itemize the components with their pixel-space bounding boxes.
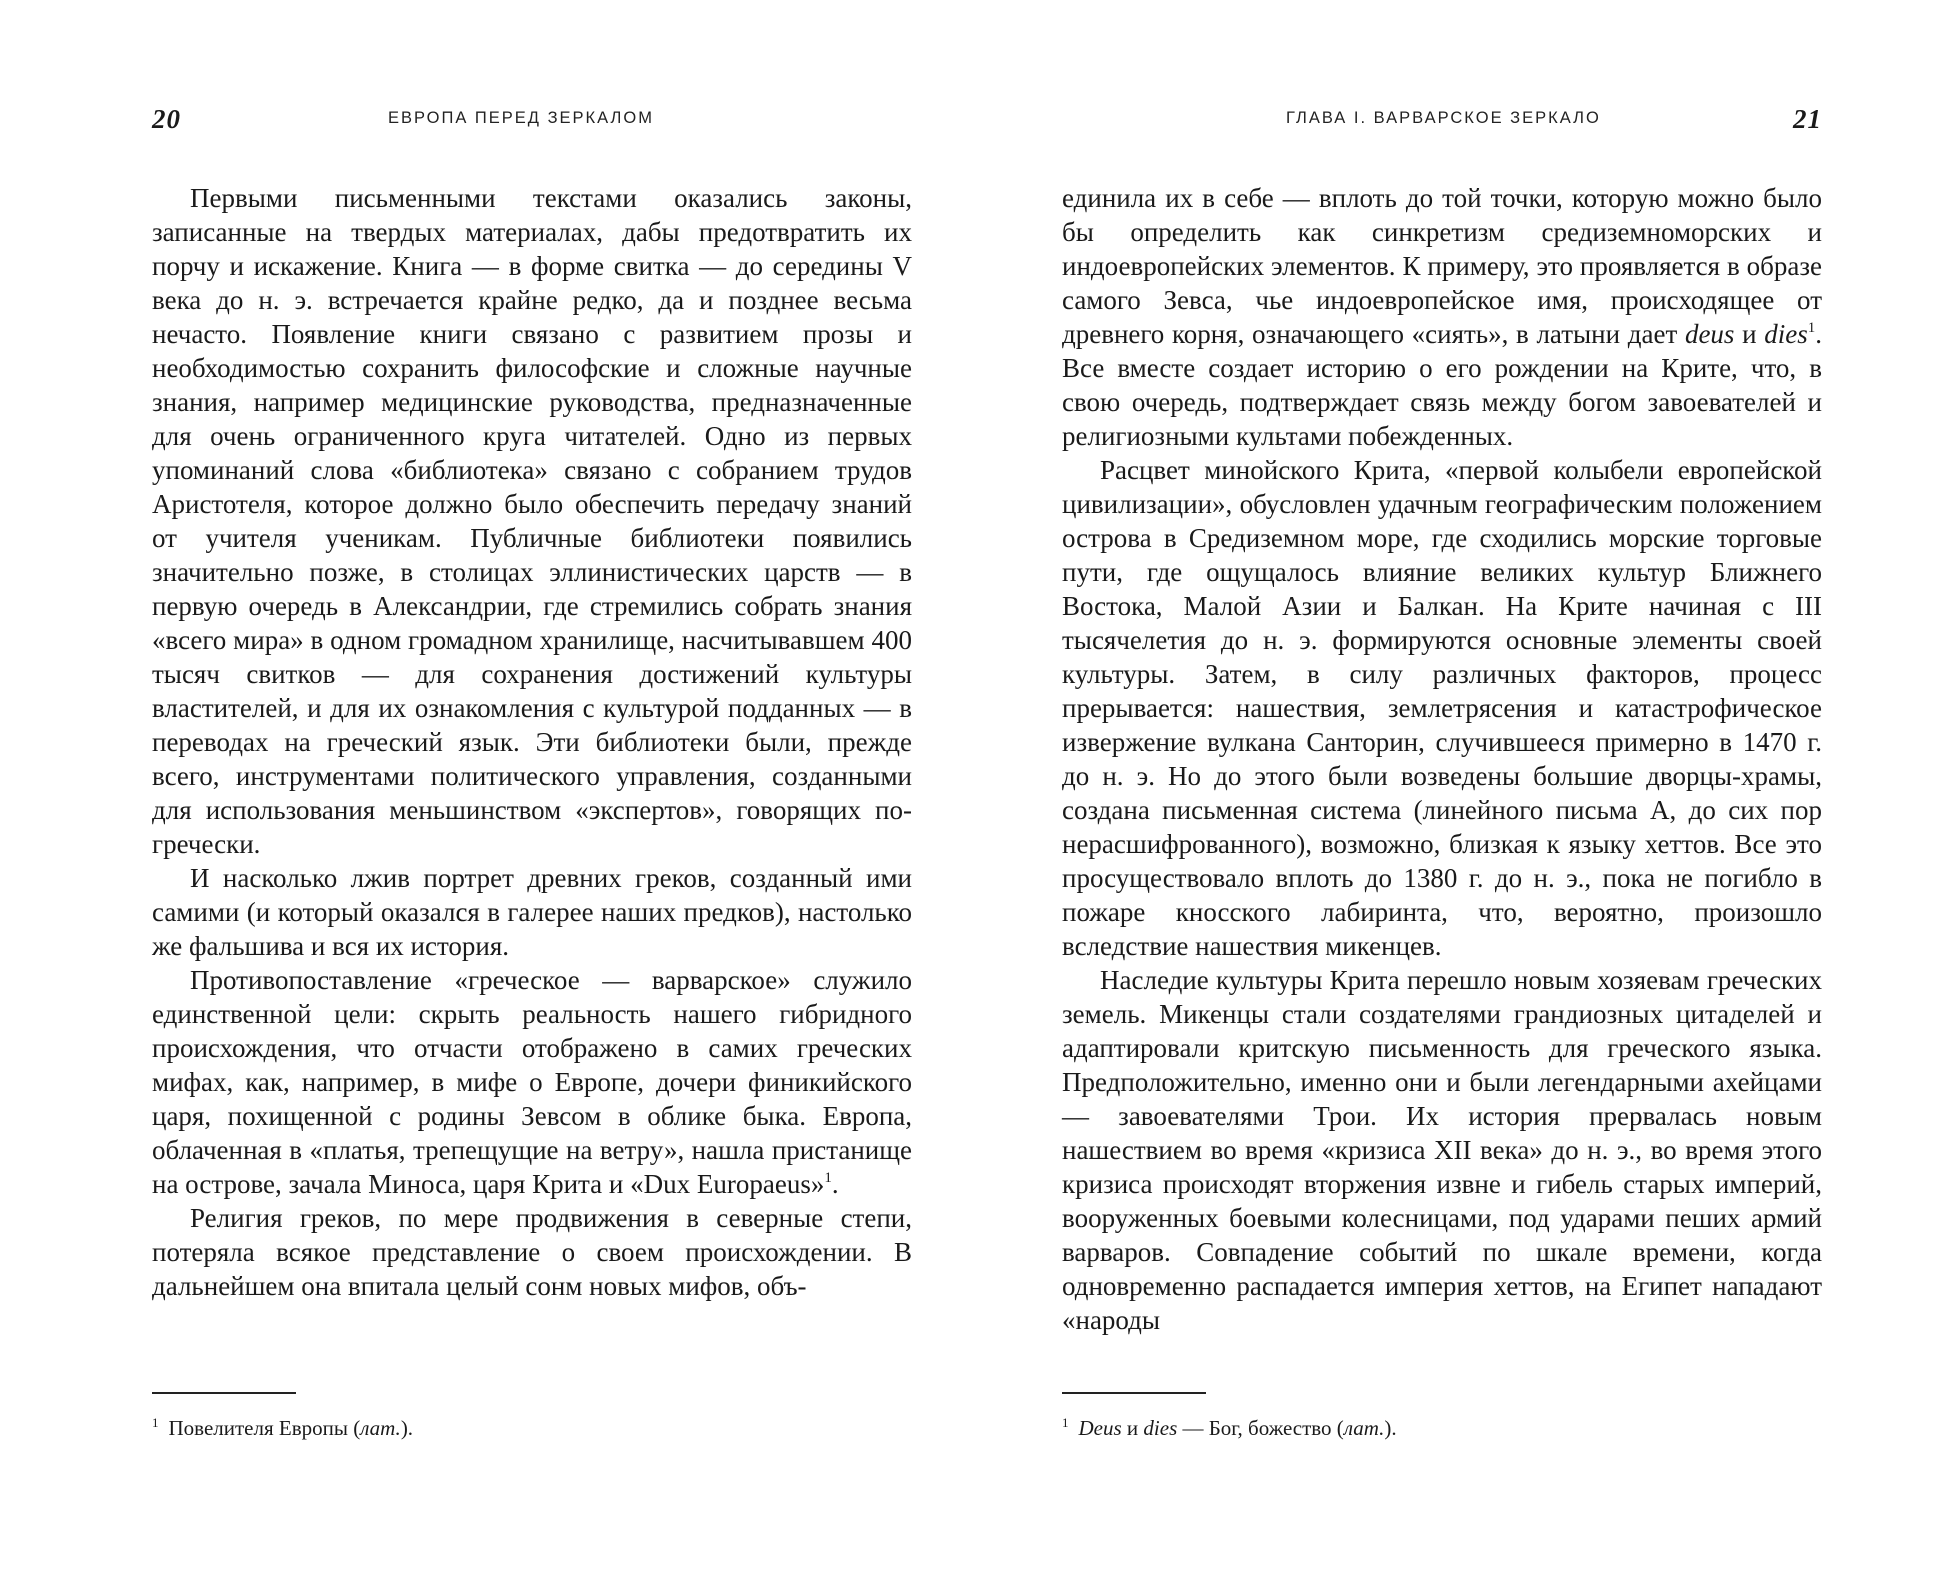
left-page-header	[152, 104, 912, 134]
paragraph: Наследие культуры Крита перешло новым хозяевам греческих земель. Микенцы стали создателями грандиозных цитаделей и адаптировали критскую письменность для греческого языка. Предположительно, именно они и были легендарными ахейцами — завоевателями Трои. Их история прервалась новым нашествием во время «кризиса XII века» до н. э., во время этого кризиса происходят вторжения извне и гибель старых империй, вооруженных боевыми колесницами, под ударами пеших армий варваров. Совпадение событий по шкале времени, когда одновременно распадается империя хеттов, на Египет нападают «народы	[1062, 965, 1822, 1335]
footnote-mark: 1	[152, 1415, 159, 1430]
paragraph: Расцвет минойского Крита, «первой колыбели европейской цивилизации», обусловлен удачным географическим положением острова в Средиземном море, где сходились морские торговые пути, где ощущалось влияние великих культур Ближнего Востока, Малой Азии и Балкан. На Крите начиная с III тысячелетия до н. э. формируются основные элементы своей культуры. Затем, в силу различных факторов, процесс прерывается: нашествия, землетрясения и катастрофическое извержение вулкана Санторин, случившееся примерно в 1470 г. до н. э. Но до этого были возведены большие дворцы-храмы, создана письменная система (линейного письма А, до сих пор нерасшифрованного), возможно, близкая к языку хеттов. Все это просуществовало вплоть до 1380 г. до н. э., пока не погибло в пожаре кносского лабиринта, что, вероятно, произошло вследствие нашествия микенцев.	[1062, 455, 1822, 961]
paragraph: И насколько лжив портрет древних греков, созданный ими самими (и который оказался в галерее наших предков), настолько же фальшива и вся их история.	[152, 863, 912, 961]
left-page	[0, 0, 970, 1578]
footnote-italic: dies	[1143, 1416, 1178, 1440]
paragraph: Первыми письменными текстами оказались законы, записанные на твердых материалах, дабы предотвратить их порчу и искажение. Книга — в форме свитка — до середины V века до н. э. встречается крайне редко, да и позднее весьма нечасто. Появление книги связано с развитием прозы и необходимостью сохранить философские и сложные научные знания, например медицинские руководства, предназначенные для очень ограниченного круга читателей. Одно из первых упоминаний слова «библиотека» связано с собранием трудов Аристотеля, которое должно было обеспечить передачу знаний от учителя ученикам. Публичные библиотеки появились значительно позже, в столицах эллинистических царств — в первую очередь в Александрии, где стремились собрать знания «всего мира» в одном громадном хранилище, насчитывавшем 400 тысяч свитков — для сохранения достижений культуры властителей, и для их ознакомления с культурой подданных — в переводах на греческий язык. Эти библиотеки были, прежде всего, инструментами политического управления, созданными для использования меньшинством «экспертов», говорящих по-гречески.	[152, 183, 912, 859]
right-page-body	[1062, 181, 1822, 1337]
right-page	[970, 0, 1941, 1578]
footnote-reference: 1	[824, 1170, 832, 1186]
footnote-text: Повелителя Европы (	[168, 1416, 361, 1440]
page-number: 20	[152, 104, 181, 134]
right-page-header	[1062, 104, 1822, 134]
page-number: 21	[1793, 104, 1822, 134]
paragraph-text: . Все вместе создает историю о его рождении на Крите, что, в свою очередь, подтверждает связь между богом завоевателей и религиозными культами побежденных.	[1062, 319, 1822, 451]
footnote-mark: 1	[1062, 1415, 1069, 1430]
footnote-text: и	[1121, 1416, 1144, 1440]
paragraph-text: .	[831, 1169, 839, 1199]
footnote-reference: 1	[1807, 320, 1816, 336]
footnote	[1062, 1410, 1397, 1441]
footnote-text: — Бог, божество (	[1177, 1416, 1344, 1440]
latin-term: dies	[1764, 319, 1808, 349]
paragraph-text: Противопоставление «греческое — варварское» служило единственной цели: скрыть реальность нашего гибридного происхождения, что отчасти отображено в самих греческих мифах, как, например, в мифе о Европе, дочери финикийского царя, похищенной с родины Зевсом в облике быка. Европа, облаченная в «платья, трепещущие на ветру», нашла пристанище на острове, зачала Миноса, царя Крита и «Dux Europaeus»	[152, 965, 912, 1199]
footnote-divider	[1062, 1392, 1206, 1394]
running-head: ГЛАВА I. ВАРВАРСКОЕ ЗЕРКАЛО	[1286, 109, 1601, 127]
left-page-body	[152, 181, 912, 1303]
footnote	[152, 1410, 413, 1441]
latin-term: deus	[1684, 319, 1735, 349]
footnote-text: ).	[400, 1416, 414, 1440]
paragraph	[152, 963, 912, 1201]
paragraph-text: единила их в себе — вплоть до той точки, которую можно было бы определить как синкретизм средиземноморских и индоевропейских элементов. К примеру, это проявляется в образе самого Зевса, чье индоевропейское имя, происходящее от древнего корня, означающего «сиять», в латыни дает	[1062, 183, 1822, 349]
paragraph: Религия греков, по мере продвижения в северные степи, потеряла всякое представление о своем происхождении. В дальнейшем она впитала целый сонм новых мифов, объ-	[152, 1203, 912, 1301]
paragraph	[1062, 181, 1822, 453]
footnote-divider	[152, 1392, 296, 1394]
running-head: ЕВРОПА ПЕРЕД ЗЕРКАЛОМ	[388, 109, 654, 127]
footnote-italic: лат.	[360, 1416, 401, 1440]
paragraph-text: и	[1734, 319, 1765, 349]
footnote-italic: Deus	[1078, 1416, 1122, 1440]
footnote-italic: лат.	[1343, 1416, 1385, 1440]
footnote-text: ).	[1384, 1416, 1397, 1440]
